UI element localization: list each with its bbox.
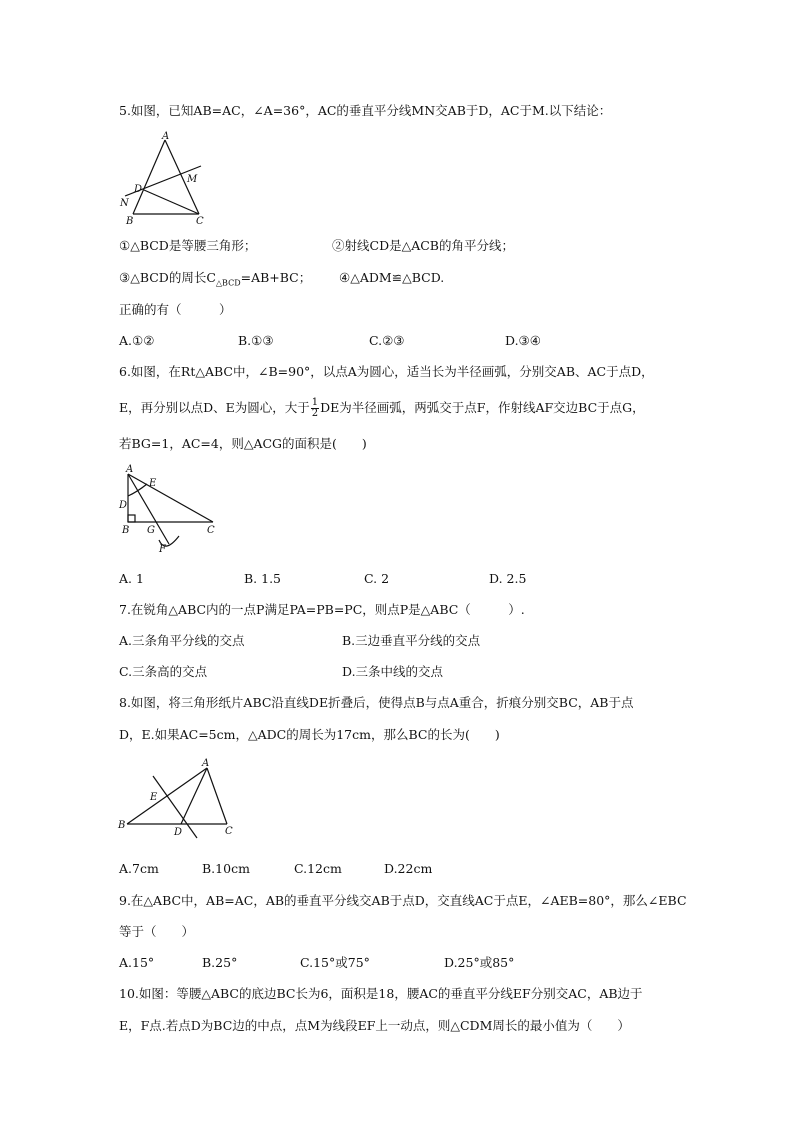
- q6-label-g: G: [147, 525, 155, 536]
- q6-figure: [117, 462, 222, 556]
- q9-option-b: B.25°: [202, 955, 238, 970]
- q5-label-a: A: [162, 131, 170, 142]
- q5-figure: [117, 130, 207, 226]
- q6-label-a: A: [126, 464, 134, 475]
- q6-label-d: D: [119, 500, 128, 511]
- q5-option-b: B.①③: [238, 333, 274, 348]
- q8-option-d: D.22cm: [384, 861, 433, 876]
- q5-ask: 正确的有（ ）: [119, 302, 232, 317]
- q9-line1: 9.在△ABC中，AB=AC，AB的垂直平分线交AB于点D，交直线AC于点E，∠AEB=80°，那么∠EBC: [119, 893, 687, 908]
- q5-conclusion-4: ④△ADM≌△BCD.: [339, 270, 445, 285]
- q7-option-a: A.三条角平分线的交点: [119, 633, 245, 648]
- q8-label-b: B: [118, 820, 126, 831]
- q5-conclusion-3: ③△BCD的周长$C_{\triangle BCD}=AB+BC$；: [119, 270, 312, 288]
- q7-option-d: D.三条中线的交点: [342, 664, 444, 679]
- q6-line1: 6.如图，在Rt△ABC中，∠B=90°，以点A为圆心，适当长为半径画弧，分别交AB、AC于点D，: [119, 364, 654, 379]
- q10-line2: E，F点.若点D为BC边的中点，点M为线段EF上一动点，则△CDM周长的最小值为（ ）: [119, 1018, 630, 1033]
- q6-option-c: C. 2: [364, 571, 390, 586]
- q10-line1: 10.如图：等腰△ABC的底边BC长为6，面积是18，腰AC的垂直平分线EF分别交AC，AB边于: [119, 986, 643, 1001]
- q6-fraction: $\frac{1}{2}$: [311, 397, 319, 419]
- q8-line2: D，E.如果AC=5cm，△ADC的周长为17cm，那么BC的长为( ): [119, 727, 500, 742]
- q5-stem: 5.如图，已知AB=AC，∠A=36°，AC的垂直平分线MN交AB于D，AC于M.以下结论：: [119, 103, 612, 118]
- q5-label-d: D: [134, 184, 143, 195]
- q5-label-c: C: [196, 216, 204, 226]
- q6-label-e: E: [149, 478, 157, 489]
- q8-label-a: A: [202, 758, 210, 769]
- q5-label-b: B: [126, 216, 134, 226]
- q6-label-b: B: [122, 525, 130, 536]
- q7-stem: 7.在锐角△ABC内的一点P满足PA=PB=PC，则点P是△ABC（ ）.: [119, 602, 525, 617]
- q8-label-c: C: [225, 826, 233, 837]
- q5-label-n: N: [120, 198, 129, 209]
- q5-option-a: A.①②: [119, 333, 155, 348]
- q5-conclusion-1: ①△BCD是等腰三角形；: [119, 238, 257, 253]
- q8-label-d: D: [174, 827, 183, 838]
- q6-option-b: B. 1.5: [244, 571, 282, 586]
- q8-label-e: E: [150, 792, 158, 803]
- q6-option-a: A. 1: [119, 571, 144, 586]
- q5-option-d: D.③④: [505, 333, 541, 348]
- q8-option-c: C.12cm: [294, 861, 342, 876]
- q9-option-a: A.15°: [119, 955, 155, 970]
- q8-figure: [117, 756, 242, 840]
- q6-label-f: F: [159, 544, 166, 555]
- q5-conclusion-2: ②射线CD是△ACB的角平分线；: [332, 238, 514, 253]
- q6-line3: 若BG=1，AC=4，则△ACG的面积是( ): [119, 436, 367, 451]
- q7-option-c: C.三条高的交点: [119, 664, 208, 679]
- q8-option-b: B.10cm: [202, 861, 250, 876]
- q9-option-d: D.25°或85°: [444, 955, 515, 970]
- q5-option-c: C.②③: [369, 333, 405, 348]
- q8-line1: 8.如图，将三角形纸片ABC沿直线DE折叠后，使得点B与点A重合，折痕分别交BC，AB于点: [119, 695, 634, 710]
- q6-line2: E，再分别以点D、E为圆心，大于 $\frac{1}{2}$ DE为半径画弧，两弧交于点F，作射线AF交边BC于点G，: [119, 397, 645, 419]
- q8-option-a: A.7cm: [119, 861, 159, 876]
- q6-option-d: D. 2.5: [489, 571, 527, 586]
- q6-label-c: C: [207, 525, 215, 536]
- q7-option-b: B.三边垂直平分线的交点: [342, 633, 481, 648]
- q9-line2: 等于（ ）: [119, 924, 195, 939]
- q9-option-c: C.15°或75°: [300, 955, 370, 970]
- q5-label-m: M: [187, 174, 198, 185]
